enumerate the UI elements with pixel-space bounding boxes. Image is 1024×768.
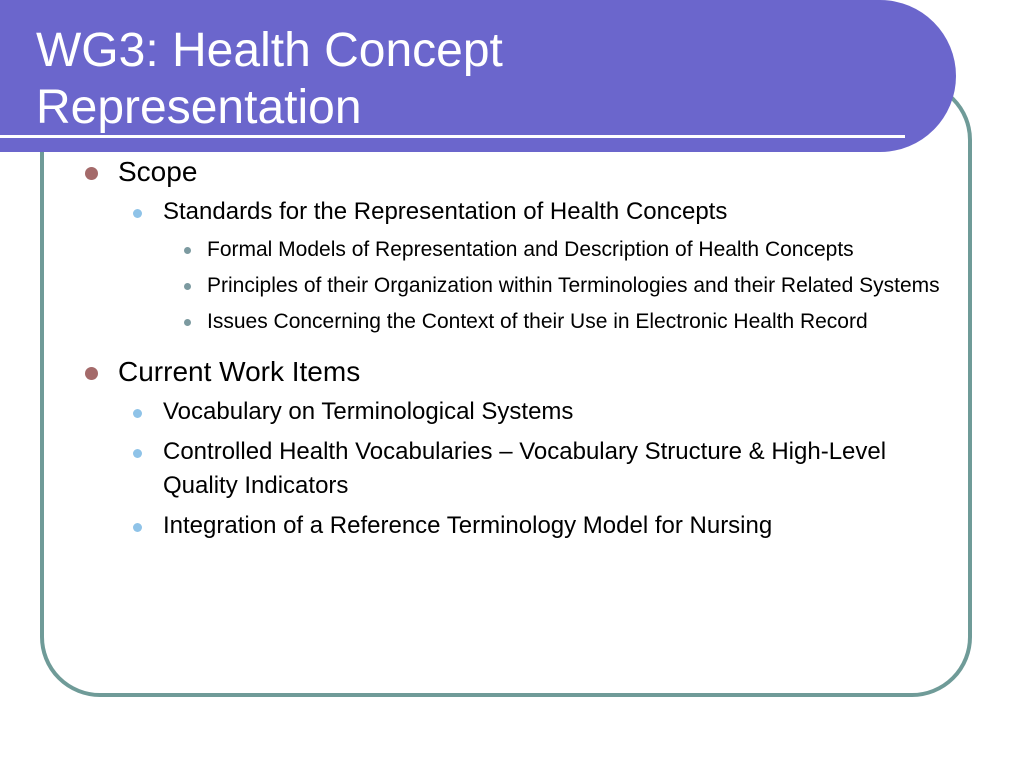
bullet-text: Standards for the Representation of Health Concepts bbox=[163, 198, 728, 225]
level2-bullet-icon bbox=[133, 449, 142, 458]
level2-bullet-icon bbox=[133, 209, 142, 218]
bullet-controlled-vocabularies bbox=[80, 435, 940, 503]
level3-bullet-icon bbox=[184, 283, 191, 290]
bullet-text: Principles of their Organization within Terminologies and their Related Systems bbox=[207, 274, 940, 297]
level3-bullet-icon bbox=[184, 247, 191, 254]
bullet-text: Issues Concerning the Context of their Use in Electronic Health Record bbox=[207, 310, 868, 333]
bullet-scope bbox=[80, 155, 940, 189]
bullet-text: Controlled Health Vocabularies – Vocabulary Structure & High-Level Quality Indicators bbox=[163, 438, 887, 499]
level1-bullet-icon bbox=[85, 167, 98, 180]
bullet-current-work-items bbox=[80, 355, 940, 389]
bullet-text: Current Work Items bbox=[118, 356, 361, 387]
bullet-vocabulary bbox=[80, 395, 940, 429]
bullet-principles bbox=[80, 271, 940, 301]
slide-title bbox=[36, 22, 503, 136]
level3-bullet-icon bbox=[184, 319, 191, 326]
level2-bullet-icon bbox=[133, 523, 142, 532]
bullet-formal-models bbox=[80, 235, 940, 265]
title-band bbox=[0, 0, 956, 152]
bullet-integration bbox=[80, 509, 940, 543]
bullet-text: Vocabulary on Terminological Systems bbox=[163, 398, 574, 425]
bullet-standards bbox=[80, 195, 940, 229]
bullet-issues bbox=[80, 307, 940, 337]
slide-body bbox=[80, 153, 940, 543]
title-line-1: WG3: Health Concept bbox=[36, 24, 503, 77]
title-underline bbox=[0, 135, 905, 138]
bullet-text: Formal Models of Representation and Description of Health Concepts bbox=[207, 238, 854, 261]
title-line-2: Representation bbox=[36, 81, 362, 134]
bullet-text: Integration of a Reference Terminology Model for Nursing bbox=[163, 512, 773, 539]
bullet-text: Scope bbox=[118, 156, 198, 187]
level2-bullet-icon bbox=[133, 409, 142, 418]
level1-bullet-icon bbox=[85, 367, 98, 380]
